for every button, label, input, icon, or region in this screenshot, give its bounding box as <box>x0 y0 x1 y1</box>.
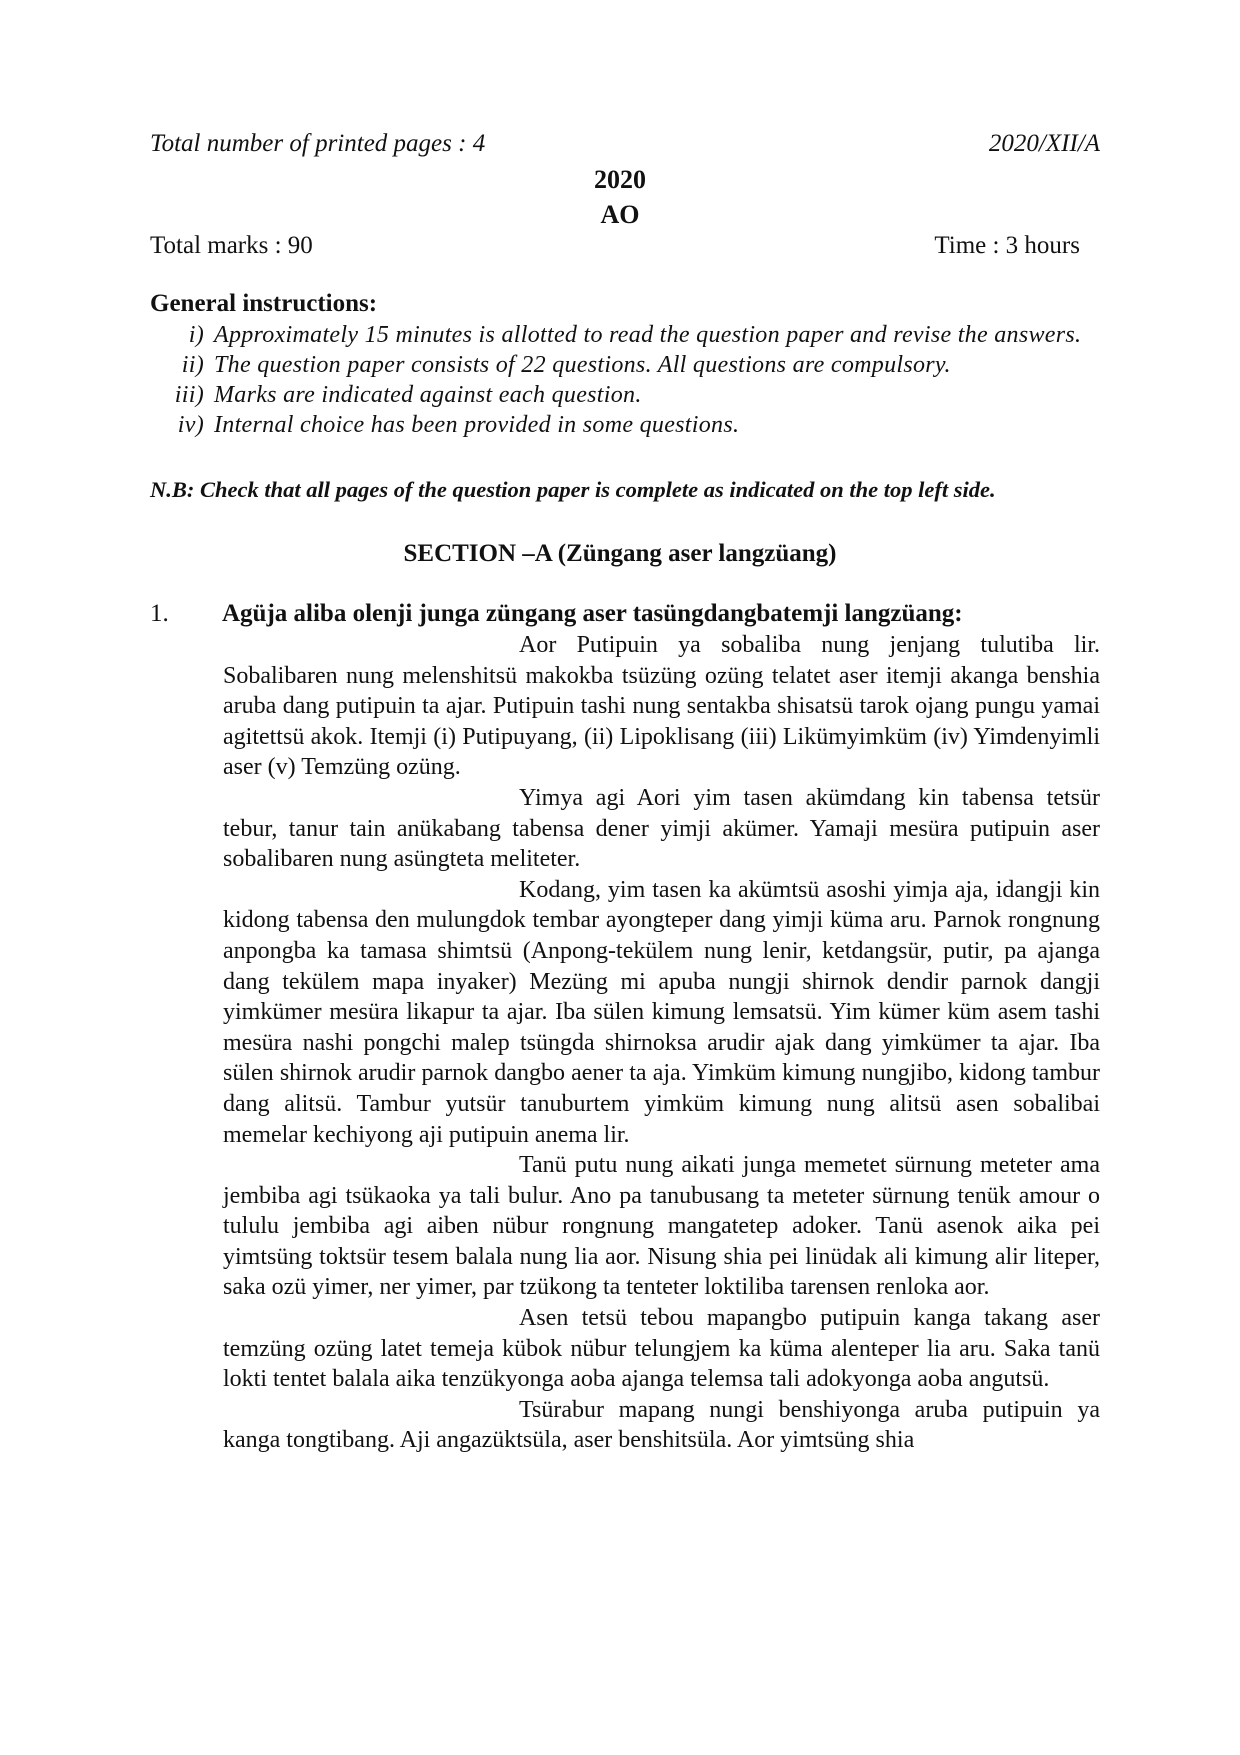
total-marks: Total marks : 90 <box>150 232 313 259</box>
paper-code: 2020/XII/A <box>988 130 1100 157</box>
question-number: 1. <box>150 600 169 627</box>
time-allowed: Time : 3 hours <box>934 232 1080 259</box>
passage-paragraph: Tanü putu nung aikati junga memetet sürnung meteter ama jembiba agi tsükaoka ya tali bulur. Ano pa tanubusang ta meteter sürnung tenük amour o tululu jembiba agi aiben nübur rongnung mangatetep adoker. Tanü asenok aika pei yimtsüng toktsür tesem balala nung lia aor. Nisung shia pei linüdak ali kimung alir liteper, saka ozü yimer, ner yimer, par tzükong ta tenteter loktiliba tarensen renloka aor. <box>223 1152 1100 1301</box>
instructions-list <box>150 320 1100 440</box>
instruction-number: iii) <box>174 382 204 408</box>
instruction-item <box>150 410 1100 440</box>
page-header <box>150 130 1100 158</box>
marks-time-row <box>150 232 1080 260</box>
passage-paragraph: Asen tetsü tebou mapangbo putipuin kanga takang aser temzüng ozüng latet temeja kübok nübur telungjem ka küma alenteper lia aru. Saka tanü lokti tentet balala aika tenzükyonga aoba ajanga telemsa tali adokyonga aoba angutsü. <box>223 1305 1100 1393</box>
instruction-number: ii) <box>181 352 204 378</box>
subject-title: AO <box>600 200 640 229</box>
instructions-heading: General instructions: <box>150 290 378 317</box>
passage-paragraph: Aor Putipuin ya sobaliba nung jenjang tulutiba lir. Sobalibaren nung melenshitsü makokba tsüzüng ozüng telatet aser itemji akanga benshia aruba dang putipuin ta ajar. Putipuin tashi nung sentakba shisatsü tarok ojang pungu yamai agitettsü akok. Itemji (i) Putipuyang, (ii) Lipoklisang (iii) Likümyimküm (iv) Yimdenyimli aser (v) Temzüng ozüng. <box>223 632 1100 781</box>
passage-paragraph: Yimya agi Aori yim tasen akümdang kin tabensa tetsür tebur, tanur tain anükabang tabensa dener yimji akümer. Yamaji mesüra putipuin aser sobalibaren nung asüngteta meliteter. <box>223 784 1100 873</box>
section-heading: SECTION –A (Züngang aser langzüang) <box>403 540 837 567</box>
question-title: Agüja aliba olenji junga züngang aser tasüngdangbatemji langzüang: <box>222 600 963 627</box>
instruction-text: Approximately 15 minutes is allotted to read the question paper and revise the answers. <box>214 322 1082 348</box>
instruction-item <box>150 320 1100 350</box>
nb-note: N.B: Check that all pages of the question paper is complete as indicated on the top left side. <box>150 477 996 502</box>
printed-pages-note: Total number of printed pages : 4 <box>150 130 486 157</box>
exam-year: 2020 <box>594 165 646 194</box>
instruction-item <box>150 350 1100 380</box>
instruction-text: Marks are indicated against each question. <box>214 382 642 408</box>
instruction-text: The question paper consists of 22 questions. All questions are compulsory. <box>214 352 951 378</box>
instruction-number: iv) <box>177 412 204 438</box>
passage-paragraph: Tsürabur mapang nungi benshiyonga aruba putipuin ya kanga tongtibang. Aji angazüktsüla, aser benshitsüla. Aor yimtsüng shia <box>223 1396 1100 1454</box>
instruction-number: i) <box>188 322 204 348</box>
instruction-text: Internal choice has been provided in some questions. <box>214 412 740 438</box>
comprehension-passage <box>223 630 1100 1456</box>
instruction-item <box>150 380 1100 410</box>
passage-paragraph: Kodang, yim tasen ka akümtsü asoshi yimja aja, idangji kin kidong tabensa den mulungdok tembar ayongteper dang yimji küma aru. Parnok rongnung anpongba ka tamasa shimtsü (Anpong-tekülem nung lenir, ketdangsür, putir, pa ajanga dang tekülem mapa inyaker) Mezüng mi apuba nungji shirnok dendir parnok dangji yimkümer mesüra likapur ta ajar. Iba sülen kimung lemsatsü. Yim kümer küm asem tashi mesüra nashi pongchi malep tsüngda shirnoksa arudir ajak dang yimkümer ta ajar. Iba sülen shirnok arudir parnok dangbo aener ta aja. Yimküm kimung nungjibo, kidong tambur dang alitsü. Tambur yutsür tanuburtem yimküm kimung nung alitsü asen sobalibai memelar kechiyong aji putipuin anema lir. <box>223 876 1100 1148</box>
